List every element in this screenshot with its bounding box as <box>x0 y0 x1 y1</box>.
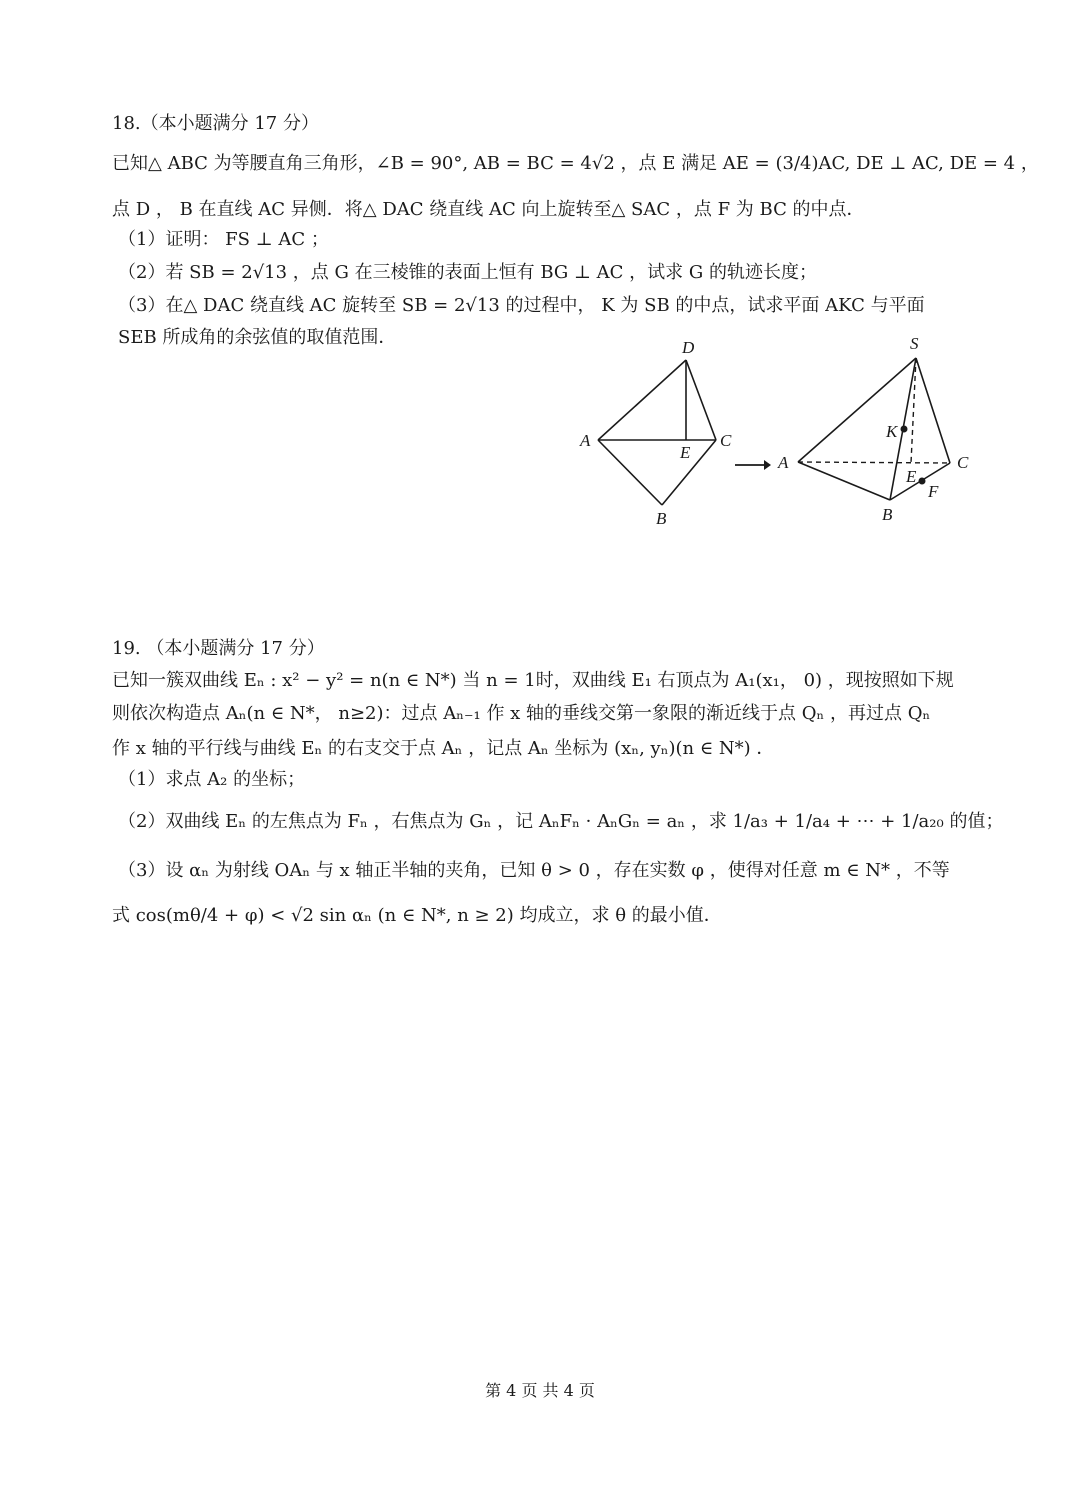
label-B: B <box>882 505 893 524</box>
segment-DC <box>686 360 716 440</box>
problem-19-line-3: 作 x 轴的平行线与曲线 Eₙ 的右支交于点 Aₙ ，记点 Aₙ 坐标为 (xₙ, yₙ)(n ∈ N*) ． <box>112 738 775 759</box>
point-F <box>919 478 926 485</box>
problem-18-part-2: （2）若 SB = 2√13 ，点 G 在三棱锥的表面上恒有 BG ⊥ AC ，试求 G 的轨迹长度； <box>118 262 817 283</box>
right-arrow-icon <box>732 455 772 475</box>
label-F: F <box>928 482 939 501</box>
label-C: C <box>957 453 969 472</box>
edge-AC-hidden <box>798 462 950 463</box>
page-footer: 第 4 页 共 4 页 <box>485 1381 595 1400</box>
problem-18-line-1: 已知△ ABC 为等腰直角三角形，∠B = 90°, AB = BC = 4√2 ，点 E 满足 AE = (3/4)AC, DE ⊥ AC, DE = 4 ， <box>112 153 1039 174</box>
problem-19-part-3-cont: 式 cos(mθ/4 + φ) < √2 sin αₙ (n ∈ N*, n ≥ 2) 均成立，求 θ 的最小值． <box>112 905 722 926</box>
problem-18-line-2: 点 D ， B 在直线 AC 异侧．将△ DAC 绕直线 AC 向上旋转至△ SAC ，点 F 为 BC 的中点． <box>112 199 865 220</box>
label-A: A <box>580 431 591 450</box>
label-E: E <box>680 443 691 462</box>
segment-AB <box>598 440 662 505</box>
figure-tetrahedron <box>770 330 980 530</box>
problem-18-part-3: （3）在△ DAC 绕直线 AC 旋转至 SB = 2√13 的过程中， K 为 SB 的中点，试求平面 AKC 与平面 <box>118 295 925 316</box>
label-D: D <box>682 338 695 357</box>
edge-SC <box>916 358 950 463</box>
problem-19-part-3: （3）设 αₙ 为射线 OAₙ 与 x 轴正半轴的夹角，已知 θ > 0 ，存在实数 φ ，使得对任意 m ∈ N* ，不等 <box>118 860 950 881</box>
figure-plane-triangles <box>570 330 740 530</box>
point-K <box>901 426 908 433</box>
edge-AS <box>798 358 916 462</box>
label-K: K <box>886 422 898 441</box>
problem-19-line-1: 已知一簇双曲线 Eₙ : x² − y² = n(n ∈ N*) 当 n = 1时，双曲线 E₁ 右顶点为 A₁(x₁， 0) ，现按照如下规 <box>112 670 954 691</box>
problem-19-header: 19. （本小题满分 17 分） <box>112 638 325 659</box>
label-S: S <box>910 334 919 353</box>
problem-18-part-1: （1）证明： FS ⊥ AC ； <box>118 229 329 250</box>
problem-19-line-2: 则依次构造点 Aₙ(n ∈ N*， n≥2)：过点 Aₙ₋₁ 作 x 轴的垂线交第一象限的渐近线于点 Qₙ ，再过点 Qₙ <box>112 703 931 724</box>
label-B: B <box>656 509 667 528</box>
problem-19-part-2: （2）双曲线 Eₙ 的左焦点为 Fₙ ，右焦点为 Gₙ ，记 AₙFₙ · AₙGₙ = aₙ ，求 1/a₃ + 1/a₄ + ⋯ + 1/a₂₀ 的值； <box>118 811 1004 832</box>
problem-18-header: 18.（本小题满分 17 分） <box>112 113 319 134</box>
label-A: A <box>778 453 789 472</box>
problem-19-part-1: （1）求点 A₂ 的坐标； <box>118 769 306 790</box>
segment-AD <box>598 360 686 440</box>
label-C: C <box>720 431 732 450</box>
problem-18-part-3-cont: SEB 所成角的余弦值的取值范围． <box>118 327 397 348</box>
edge-AB <box>798 462 890 500</box>
label-E: E <box>906 467 917 486</box>
